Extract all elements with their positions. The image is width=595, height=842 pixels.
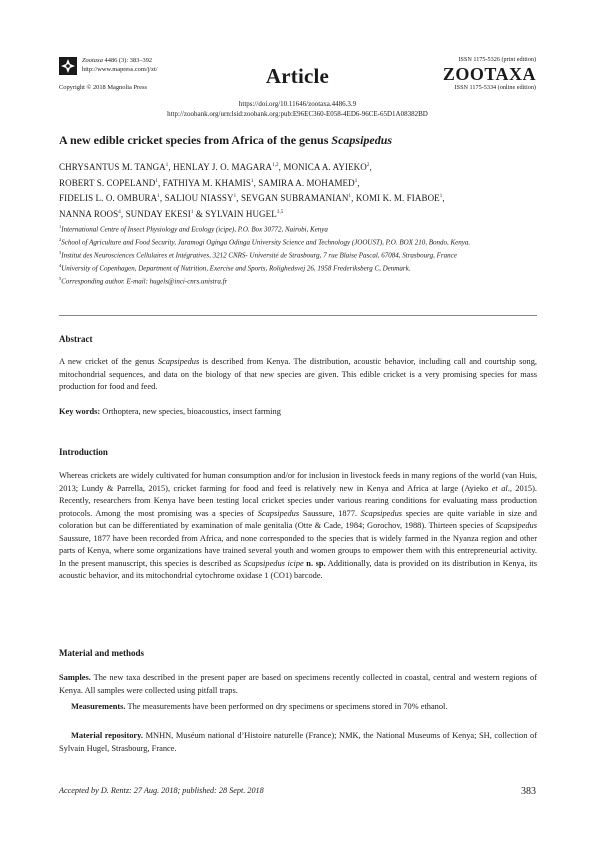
affiliation-item[interactable]: $^5$Corresponding author. E-mail: hugels@inci-cnrs.unistra.fr [59, 275, 228, 286]
introduction-heading: Introduction [59, 447, 108, 457]
zoobank-lsid[interactable]: http://zoobank.org/urn:lsid:zoobank.org:pub:E96EC360-E058-4ED6-96CE-65D1A08382BD [167, 110, 428, 118]
methods-samples: Samples. The new taxa described in the present paper are based on specimens recently collected in coastal, central and western regions of Kenya. All samples were collected using pitfall traps. [59, 673, 537, 695]
methods-repository: Material repository. MNHN, Muséum national d’Histoire naturelle (France); NMK, the National Museums of Kenya; SH, collection of Sylvain Hugel, Strasbourg, France. [59, 731, 537, 753]
paper-title [59, 133, 392, 148]
affiliation-item: $^2$School of Agriculture and Food Security, Jaramogi Oginga Odinga University Science and Technology (JOOUST), P.O. BOX 210, Bondo, Kenya. [59, 236, 471, 247]
accepted-note: Accepted by D. Rentz: 27 Aug. 2018; published: 28 Sept. 2018 [59, 786, 264, 795]
journal-volume: 4486 (3): 383–392 [102, 57, 153, 64]
methods-heading: Material and methods [59, 648, 144, 658]
issn-block [443, 56, 536, 92]
issn-online: ISSN 1175-5334 (online edition) [454, 84, 536, 91]
affiliation-list [59, 222, 537, 287]
identifier-block [0, 99, 595, 119]
page-number: 383 [521, 786, 536, 797]
author-line: CHRYSANTUS M. TANGA$^1$, HENLAY J. O. MAGARA$^{1,2}$, MONICA A. AYIEKO$^2$, [59, 162, 372, 172]
affiliation-item: $^3$Institut des Neurosciences Cellulaires et Intégratives, 3212 CNRS- Université de Strasbourg, 7 rue Blaise Pascal, 67084, Strasbourg, France [59, 249, 457, 260]
article-label: Article [265, 64, 330, 88]
journal-name: Zootaxa [82, 57, 103, 64]
methods-measurements: Measurements. The measurements have been performed on dry specimens or specimens stored in 70% ethanol. [71, 702, 448, 711]
issn-print: ISSN 1175-5326 (print edition) [458, 56, 536, 63]
author-line: NANNA ROOS$^4$, SUNDAY EKESI$^1$ & SYLVAIN HUGEL$^{3,5}$ [59, 208, 284, 219]
abstract-heading: Abstract [59, 334, 93, 344]
abstract-text: A new cricket of the genus Scapsipedus is described from Kenya. The distribution, acoustic behavior, including call and courtship song, mitochondrial sequences, and data on the biology of that new species are given. This edible cricket is a very promising species for mass production for food and feed. [59, 357, 537, 391]
title-text: A new edible cricket species from Africa of the genus [59, 133, 332, 147]
keywords: Key words: Orthoptera, new species, bioacoustics, insect farming [59, 407, 281, 416]
affiliation-item: $^1$International Centre of Insect Physiology and Ecology (icipe), P.O. Box 30772, Nairobi, Kenya [59, 224, 328, 234]
author-list [59, 159, 537, 221]
zootaxa-wordmark: ZOOTAXA [442, 64, 536, 84]
title-genus: Scapsipedus [331, 133, 393, 147]
journal-url[interactable]: http://www.mapress.com/j/zt/ [82, 66, 158, 74]
introduction-paragraph: Whereas crickets are widely cultivated for human consumption and/or for inclusion in livestock feeds in many regions of the world (van Huis, 2013; Lundy & Parrella, 2015), cricket farming for food and feed is relatively new in Kenya and Africa at large (Ayieko et al., 2015). Recently, researchers from Kenya have been testing local cricket species under various rearing conditions for evaluating mass production protocols. Among the most promising was a species of Scapsipedus Saussure, 1877. Scapsipedus species are quite variable in size and coloration but can be differentiated by examination of male genitalia (Otte & Cade, 1984; Gorochov, 1988). Thirteen species of Scapsipedus Saussure, 1877 have been recorded from Africa, and none corresponded to the species that is widely farmed in the Nyanza region and other parts of Kenya, where some organizations have trained several youth and women groups to empower them with this entrepreneurial activity. In the present manuscript, this species is described as Scapsipedus icipe n. sp. Additionally, data is provided on its distribution in Kenya, its acoustic behavior, and its mitochondrial cytochrome oxidase 1 (CO1) barcode. [59, 471, 538, 580]
author-line: ROBERT S. COPELAND$^1$, FATHIYA M. KHAMIS$^1$, SAMIRA A. MOHAMED$^1$, [59, 177, 360, 188]
copyright: Copyright © 2018 Magnolia Press [59, 84, 147, 91]
author-line: FIDELIS L. O. OMBURA$^1$, SALIOU NIASSY$^1$, SEVGAN SUBRAMANIAN$^1$, KOMI K. M. FIABOE$^1$, [59, 193, 445, 203]
section-divider [59, 315, 537, 316]
affiliation-item: $^4$University of Copenhagen, Department of Nutrition, Exercise and Sports, Rolighedsvej 26, 1958 Frederiksberg C, Denmark. [59, 262, 411, 273]
doi-link[interactable]: https://doi.org/10.11646/zootaxa.4486.3.9 [238, 100, 357, 108]
